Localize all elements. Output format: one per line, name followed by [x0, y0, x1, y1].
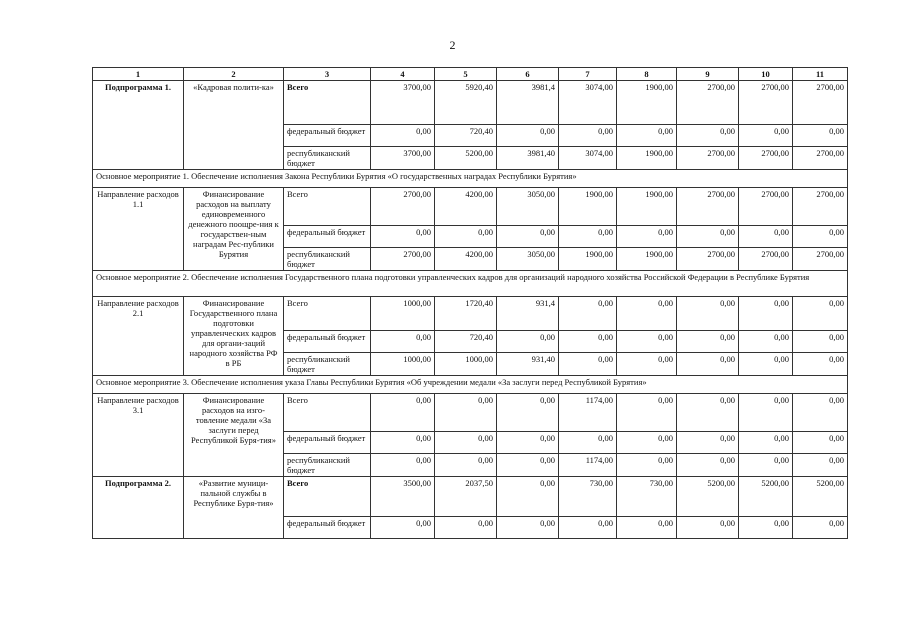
budget-label: Всего	[284, 477, 371, 517]
section-heading: Основное мероприятие 1. Обеспечение исполнения Закона Республики Бурятия «О государственных наградах Республики Бурятия»	[93, 170, 848, 188]
table-cell: 0,00	[617, 297, 677, 331]
column-header: 9	[677, 68, 739, 81]
table-cell: 0,00	[617, 454, 677, 477]
table-cell: 2700,00	[677, 81, 739, 125]
table-cell: 720,40	[435, 125, 497, 147]
table-cell: 0,00	[793, 297, 848, 331]
table-cell: 0,00	[559, 331, 617, 353]
table-cell: 0,00	[559, 297, 617, 331]
table-cell: 0,00	[677, 353, 739, 376]
subprogram-title: Подпрограмма 1.	[93, 81, 184, 170]
table-cell: 1900,00	[617, 147, 677, 170]
budget-label: республиканский бюджет	[284, 248, 371, 271]
budget-label: федеральный бюджет	[284, 125, 371, 147]
table-cell: 1000,00	[371, 353, 435, 376]
direction-label: Направление расходов 2.1	[93, 297, 184, 376]
table-cell: 0,00	[559, 432, 617, 454]
table-cell: 2700,00	[677, 248, 739, 271]
table-cell: 0,00	[617, 517, 677, 539]
subprogram-name: «Кадровая полити-ка»	[184, 81, 284, 170]
direction-description: Финансирование Государственного плана подготовки управленческих кадров для органи-заций народного хозяйства РФ в РБ	[184, 297, 284, 376]
direction-label: Направление расходов 1.1	[93, 188, 184, 271]
table-cell: 1000,00	[435, 353, 497, 376]
table-cell: 2700,00	[793, 248, 848, 271]
table-cell: 5200,00	[677, 477, 739, 517]
table-cell: 3700,00	[371, 81, 435, 125]
table-cell: 2700,00	[739, 188, 793, 226]
table-cell: 2700,00	[677, 147, 739, 170]
budget-label: республиканский бюджет	[284, 353, 371, 376]
table-cell: 0,00	[677, 226, 739, 248]
budget-label: федеральный бюджет	[284, 331, 371, 353]
table-cell: 1174,00	[559, 454, 617, 477]
budget-label: федеральный бюджет	[284, 517, 371, 539]
table-cell: 0,00	[371, 454, 435, 477]
column-header: 5	[435, 68, 497, 81]
direction-description: Финансирование расходов на изго-товление медали «За заслуги перед Республикой Буря-тия»	[184, 394, 284, 477]
table-cell: 0,00	[497, 454, 559, 477]
table-cell: 730,00	[559, 477, 617, 517]
table-cell: 0,00	[739, 297, 793, 331]
table-cell: 0,00	[739, 353, 793, 376]
table-cell: 1900,00	[559, 188, 617, 226]
section-row	[93, 170, 848, 188]
budget-label: республиканский бюджет	[284, 147, 371, 170]
table-cell: 1900,00	[559, 248, 617, 271]
table-cell: 0,00	[739, 454, 793, 477]
table-cell: 0,00	[617, 394, 677, 432]
table-cell: 0,00	[559, 226, 617, 248]
table-cell: 0,00	[793, 125, 848, 147]
table-cell: 0,00	[793, 454, 848, 477]
table-cell: 3700,00	[371, 147, 435, 170]
table-cell: 0,00	[435, 226, 497, 248]
table-cell: 0,00	[435, 432, 497, 454]
table-cell: 0,00	[617, 353, 677, 376]
table-cell: 2700,00	[371, 188, 435, 226]
table-row	[93, 188, 848, 226]
table-cell: 0,00	[677, 517, 739, 539]
table-cell: 1900,00	[617, 81, 677, 125]
table-cell: 0,00	[793, 394, 848, 432]
table-cell: 5200,00	[793, 477, 848, 517]
table-cell: 0,00	[739, 432, 793, 454]
table-cell: 2700,00	[677, 188, 739, 226]
budget-label: Всего	[284, 81, 371, 125]
table-cell: 0,00	[739, 517, 793, 539]
table-cell: 0,00	[739, 331, 793, 353]
table-cell: 0,00	[617, 432, 677, 454]
table-cell: 0,00	[497, 331, 559, 353]
table-cell: 0,00	[739, 394, 793, 432]
table-cell: 0,00	[793, 353, 848, 376]
table-cell: 0,00	[559, 517, 617, 539]
table-cell: 0,00	[677, 432, 739, 454]
table-cell: 0,00	[739, 125, 793, 147]
table-cell: 3981,4	[497, 81, 559, 125]
table-cell: 0,00	[371, 394, 435, 432]
table-cell: 0,00	[371, 517, 435, 539]
table-cell: 2700,00	[793, 81, 848, 125]
table-row	[93, 81, 848, 125]
table-cell: 730,00	[617, 477, 677, 517]
budget-label: Всего	[284, 297, 371, 331]
table-cell: 0,00	[793, 432, 848, 454]
column-header: 2	[184, 68, 284, 81]
table-cell: 2700,00	[793, 188, 848, 226]
table-row	[93, 297, 848, 331]
table-cell: 2700,00	[739, 147, 793, 170]
table-cell: 2037,50	[435, 477, 497, 517]
table-cell: 1174,00	[559, 394, 617, 432]
column-header: 1	[93, 68, 184, 81]
column-header: 8	[617, 68, 677, 81]
table-cell: 0,00	[677, 454, 739, 477]
direction-description: Финансирование расходов на выплату единовременного денежного поощре-ния к государствен-ным наградам Рес-публики Бурятия	[184, 188, 284, 271]
table-cell: 0,00	[435, 517, 497, 539]
section-row	[93, 271, 848, 297]
table-cell: 0,00	[497, 517, 559, 539]
direction-label: Направление расходов 3.1	[93, 394, 184, 477]
table-cell: 0,00	[371, 226, 435, 248]
table-cell: 2700,00	[739, 81, 793, 125]
table-cell: 0,00	[435, 454, 497, 477]
budget-label: Всего	[284, 188, 371, 226]
table-cell: 3981,40	[497, 147, 559, 170]
subprogram-name: «Развитие муници-пальной службы в Республике Буря-тия»	[184, 477, 284, 539]
header-row	[93, 68, 848, 81]
table-cell: 0,00	[617, 226, 677, 248]
table-cell: 4200,00	[435, 248, 497, 271]
table-cell: 3074,00	[559, 147, 617, 170]
table-cell: 0,00	[677, 125, 739, 147]
table-cell: 0,00	[497, 226, 559, 248]
section-row	[93, 376, 848, 394]
column-header: 4	[371, 68, 435, 81]
column-header: 6	[497, 68, 559, 81]
table-cell: 2700,00	[371, 248, 435, 271]
table-cell: 0,00	[371, 125, 435, 147]
budget-label: республиканский бюджет	[284, 454, 371, 477]
budget-label: Всего	[284, 394, 371, 432]
column-header: 3	[284, 68, 371, 81]
subprogram-title: Подпрограмма 2.	[93, 477, 184, 539]
section-heading: Основное мероприятие 3. Обеспечение исполнения указа Главы Республики Бурятия «Об учреждении медали «За заслуги перед Республикой Бурятия»	[93, 376, 848, 394]
budget-label: федеральный бюджет	[284, 432, 371, 454]
table-cell: 0,00	[677, 394, 739, 432]
table-cell: 0,00	[497, 125, 559, 147]
budget-label: федеральный бюджет	[284, 226, 371, 248]
table-cell: 1900,00	[617, 248, 677, 271]
table-cell: 0,00	[617, 125, 677, 147]
table-cell: 3050,00	[497, 248, 559, 271]
table-cell: 0,00	[497, 432, 559, 454]
table-cell: 1720,40	[435, 297, 497, 331]
table-cell: 1900,00	[617, 188, 677, 226]
column-header: 11	[793, 68, 848, 81]
table-cell: 0,00	[371, 331, 435, 353]
table-cell: 2700,00	[793, 147, 848, 170]
table-cell: 0,00	[559, 125, 617, 147]
table-cell: 720,40	[435, 331, 497, 353]
table-cell: 3500,00	[371, 477, 435, 517]
table-cell: 0,00	[497, 394, 559, 432]
table-cell: 0,00	[371, 432, 435, 454]
table-cell: 3050,00	[497, 188, 559, 226]
table-cell: 0,00	[497, 477, 559, 517]
table-row	[93, 394, 848, 432]
table-cell: 0,00	[677, 331, 739, 353]
table-row	[93, 477, 848, 517]
table-cell: 0,00	[739, 226, 793, 248]
table-cell: 931,4	[497, 297, 559, 331]
budget-table	[92, 67, 848, 539]
table-cell: 5200,00	[739, 477, 793, 517]
table-cell: 0,00	[677, 297, 739, 331]
page-number: 2	[449, 38, 456, 52]
section-heading: Основное мероприятие 2. Обеспечение исполнения Государственного плана подготовки управленческих кадров для организаций народного хозяйства Российской Федерации в Республике Бурятия	[93, 271, 848, 297]
table-cell: 0,00	[435, 394, 497, 432]
table-cell: 0,00	[793, 517, 848, 539]
table-cell: 3074,00	[559, 81, 617, 125]
column-header: 10	[739, 68, 793, 81]
table-cell: 5920,40	[435, 81, 497, 125]
table-cell: 0,00	[793, 226, 848, 248]
table-cell: 4200,00	[435, 188, 497, 226]
table-cell: 931,40	[497, 353, 559, 376]
table-cell: 0,00	[793, 331, 848, 353]
column-header: 7	[559, 68, 617, 81]
table-cell: 0,00	[559, 353, 617, 376]
table-cell: 5200,00	[435, 147, 497, 170]
table-cell: 1000,00	[371, 297, 435, 331]
table-cell: 2700,00	[739, 248, 793, 271]
table-cell: 0,00	[617, 331, 677, 353]
